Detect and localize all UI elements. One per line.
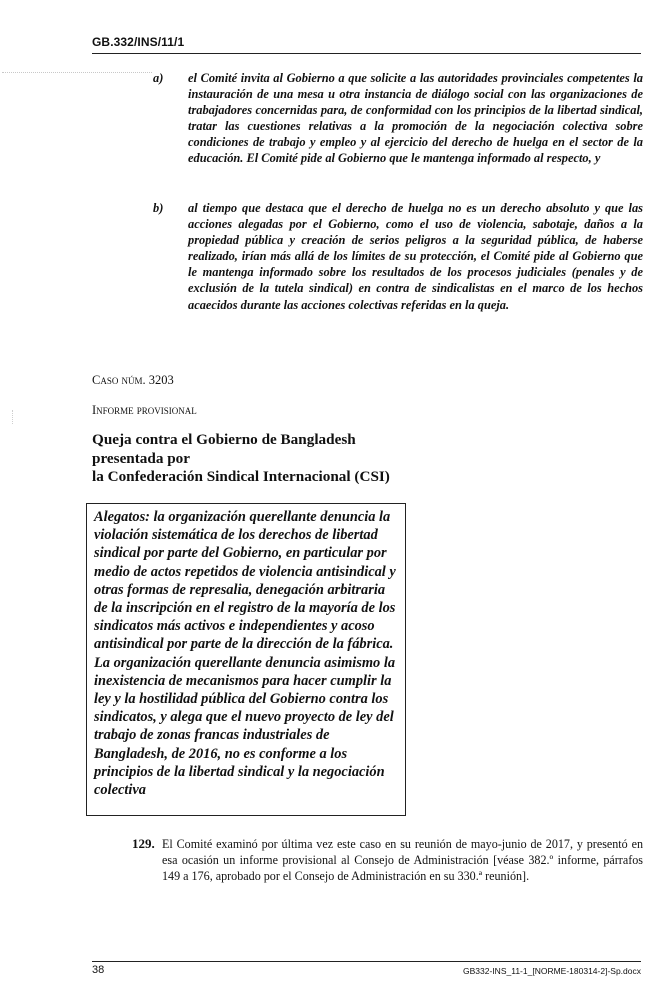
recommendation-a bbox=[153, 70, 643, 167]
case-number: Caso núm. 3203 bbox=[92, 373, 174, 387]
allegations-text: Alegatos: la organización querellante denuncia la violación sistemática de los derechos de libertad sindical por parte del Gobierno, en particular por medio de actos repetidos de violencia antisindical y otras formas de represalia, denegación arbitraria de la inscripción en el registro de la mayoría de los sindicatos más activos e independientes y acoso antisindical por parte de la dirección de la fábrica. La organización querellante denuncia asimismo la inexistencia de mecanismos para hacer cumplir la ley y la hostilidad pública del Gobierno contra los sindicatos, y alega que el nuevo proyecto de ley del trabajo de zonas francas industriales de Bangladesh, de 2016, no es conforme a los principios de la libertad sindical y la negociación colectiva bbox=[94, 509, 396, 799]
complaint-title-line: presentada por bbox=[92, 449, 191, 467]
recommendation-b bbox=[153, 200, 643, 313]
paragraph-129 bbox=[92, 836, 643, 885]
file-name: GB332-INS_11-1_[NORME-180314-2]-Sp.docx bbox=[463, 966, 641, 976]
recommendation-letter: a) bbox=[153, 71, 164, 85]
complaint-title-line: Queja contra el Gobierno de Bangladesh bbox=[92, 431, 356, 448]
report-type: Informe provisional bbox=[92, 403, 197, 417]
scan-artifact-mark bbox=[12, 410, 13, 424]
footer-divider bbox=[92, 961, 641, 962]
paragraph-text: El Comité examinó por última vez este caso en su reunión de mayo-junio de 2017, y presentó en esa ocasión un informe provisional al Consejo de Administración [véase 382.º informe, párrafos 149 a 176, aprobado por el Consejo de Administración en su 330.ª reunión]. bbox=[162, 837, 643, 884]
recommendation-text: al tiempo que destaca que el derecho de huelga no es un derecho absoluto y que las acciones alegadas por el Gobierno, como el uso de violencia, sabotaje, daños a la propiedad pública y creación de serios peligros a la seguridad pública, de haberse realizado, irían más allá de los límites de su protección, el Comité pide al Gobierno que le mantenga informado sobre los resultados de los procesos judiciales (penales y de exclusión de la tutela sindical) en contra de sindicalistas en el marco de los hechos acaecidos durante las acciones colectivas referidas en la queja. bbox=[188, 201, 643, 312]
recommendation-letter: b) bbox=[153, 201, 164, 215]
document-reference: GB.332/INS/11/1 bbox=[92, 35, 185, 49]
scan-artifact-line bbox=[2, 72, 152, 73]
complaint-title bbox=[92, 431, 612, 487]
allegations-box bbox=[86, 503, 406, 816]
recommendation-text: el Comité invita al Gobierno a que solicite a las autoridades provinciales competentes la instauración de una mesa u otra instancia de diálogo social con las organizaciones de trabajadores concernidas para, de conformidad con los principios de la libertad sindical, tratar las cuestiones relativas a la promoción de la negociación colectiva sobre condiciones de trabajo y empleo y al ejercicio del derecho de huelga en el sector de la educación. El Comité pide al Gobierno que le mantenga informado al respecto, y bbox=[188, 71, 643, 166]
complaint-title-line: la Confederación Sindical Internacional (CSI) bbox=[92, 468, 390, 485]
header-divider bbox=[92, 53, 641, 54]
paragraph-number: 129. bbox=[132, 836, 155, 851]
page-number: 38 bbox=[92, 964, 105, 976]
